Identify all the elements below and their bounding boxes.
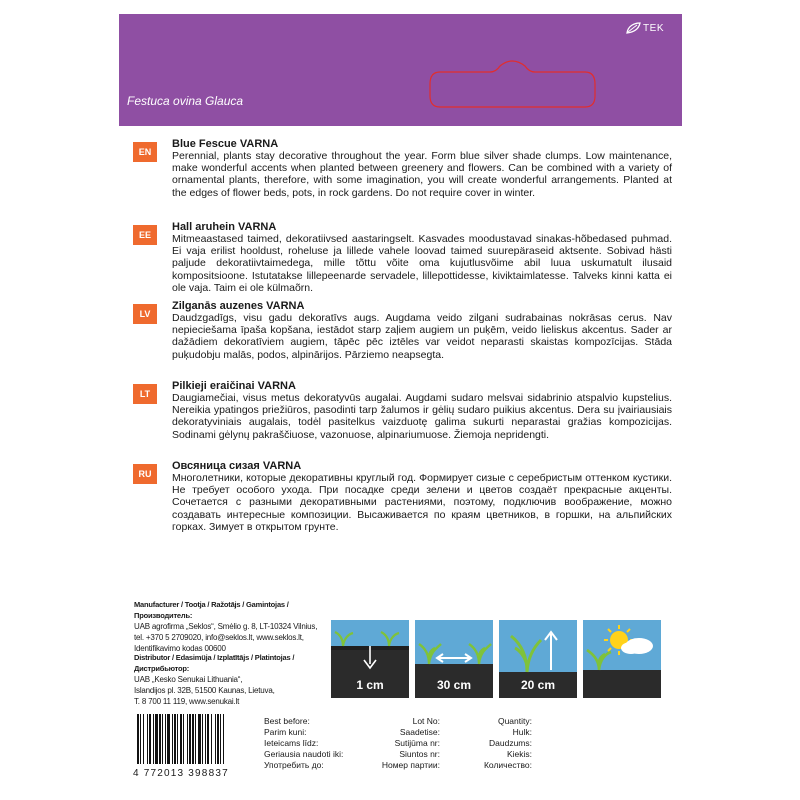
sun-exposure-icon [583,620,661,698]
section-title: Pilkieji eraičinai VARNA [172,380,296,392]
manufacturer-line: Identifikavimo kodas 00600 [134,644,226,653]
manufacturer-info [134,599,334,654]
icon-caption: 1 cm [356,678,384,692]
lot-no-labels [360,716,440,771]
field-label: Номер партии: [381,760,440,770]
section-title: Hall aruhein VARNA [172,221,277,233]
language-badge: EE [133,225,157,245]
field-label: Daudzums: [489,738,532,748]
distributor-label: Distributor / Edasimüja / Izplatītājs / Platintojas / Дистрибьютор: [134,653,295,673]
field-label: Hulk: [512,727,532,737]
field-label: Best before: [264,716,310,726]
manufacturer-label: Manufacturer / Tootja / Ražotājs / Gamintojas / Производитель: [134,600,289,620]
plant-height-icon [499,620,577,698]
field-label: Parim kuni: [264,727,307,737]
barcode-bars [133,712,255,768]
section-title: Zilganās auzenes VARNA [172,300,305,312]
field-label: Sutijūma nr: [394,738,440,748]
field-label: Saadetise: [399,727,440,737]
field-label: Количество: [483,760,532,770]
plant-spacing-icon [415,620,493,698]
field-label: Ieteicams līdz: [264,738,319,748]
language-badge: RU [133,464,157,484]
manufacturer-line: tel. +370 5 2709020, info@seklos.lt, www.seklos.lt, [134,633,304,642]
section-text: Perennial, plants stay decorative throughout the year. Form blue silver shade clumps. Low maintenance, make wonderful accents when planted between greenery and flowers. Can be combined with a variety of ornamental plants, therefore, with some imagination, you will create wonderful arrangements. Planted at the edges of flower beds, pots, in rock gardens. Do not require cover in winter. [172,150,672,199]
distributor-line: T. 8 700 11 119, www.senukai.lt [134,697,240,706]
field-label: Geriausia naudoti iki: [264,749,344,759]
brand-logo [625,22,664,34]
language-badge: EN [133,142,157,162]
language-badge: LT [133,384,157,404]
section-text: Daugiamečiai, visus metus dekoratyvūs augalai. Augdami sudaro melsvai sidabrinio atspalvio kupstelius. Nereikia ypatingos priežiūros, pasodinti tarp žalumos ir gėlių sudaro puikius akcentus. Dera su įvairiausiais dekoratyviniais augalais, todėl pasitelkus vaizduotę galima sukurti neparastai gražias kompozicijas. Sodinami gėlynų pakraščiuose, vazonuose, alpinariumuose. Žiemoja nepridengti. [172,392,672,441]
manufacturer-line: UAB agrofirma „Seklos“, Smėlio g. 8, LT-10324 Vilnius, [134,622,318,631]
distributor-info [134,652,334,707]
section-title: Blue Fescue VARNA [172,138,279,150]
language-badge: LV [133,304,157,324]
icon-caption: 20 cm [520,678,556,692]
field-label: Quantity: [497,716,532,726]
section-text: Mitmeaastased taimed, dekoratiivsed aastaringselt. Kasvades moodustavad sinakas-hõbedased puhmad. Ei vaja erilist hooldust, roheluse ja lillede vahele loovad taimed suurepäraseid aktsente. Sobivad hästi paljude dekoratiivtaimedega, mille tõttu võite oma kujutlusvõime abil luua uskumatult ilusaid kompositsioone. Istutatakse lillepeenarde servadele, lillepottidesse, kiviktaimlatesse. Talveks kinni katta ei ole vaja. Taim ei ole külmaõrn. [172,233,672,294]
section-text: Многолетники, которые декоративны круглый год. Формирует сизые с серебристым оттенком кустики. Не требует особого ухода. При посадке среди зелени и цветов создаёт прекрасные акценты. Сочетается с разными декоративными растениями, поэтому, подключив воображение, можно создавать интересные композиции. Высаживается по краям цветников, в горшки, на альпийских горках. Зимует в открытом грунте. [172,472,672,533]
field-label: Kiekis: [506,749,532,759]
distributor-line: UAB „Kesko Senukai Lithuania“, [134,675,243,684]
section-title: Овсяница сизая VARNA [172,460,302,472]
section-text: Daudzgadīgs, visu gadu dekoratīvs augs. Augdama veido zilgani sudrabainas nokrāsas cerus. Nav nepieciešama īpaša kopšana, iestādot starp zaļiem augiem un puķēm, veido lieliskus akcentus. Sader ar dažādiem dekoratīviem augiem, tāpēc pēc iztēles var veidot neparasti skaistas kompozīcijas. Stāda puķudobju malās, podos, alpinārijos. Pārziemo neapsegta. [172,312,672,361]
best-before-labels [264,716,343,771]
field-label: Siuntos nr: [399,749,440,759]
icon-caption: 30 cm [436,678,472,692]
quantity-labels [440,716,532,771]
species-name: Festuca ovina Glauca [127,94,244,108]
brand-name: TEK [643,22,664,34]
leaf-icon [625,22,641,34]
field-label: Употребить до: [264,760,324,770]
field-label: Lot No: [412,716,440,726]
barcode-number: 4 772013 398837 [133,768,229,779]
distributor-line: Islandijos pl. 32B, 51500 Kaunas, Lietuva, [134,686,275,695]
sowing-depth-icon [331,620,409,698]
hang-slot-outline [426,56,599,111]
planting-icons [331,620,661,698]
package-header [119,14,682,126]
